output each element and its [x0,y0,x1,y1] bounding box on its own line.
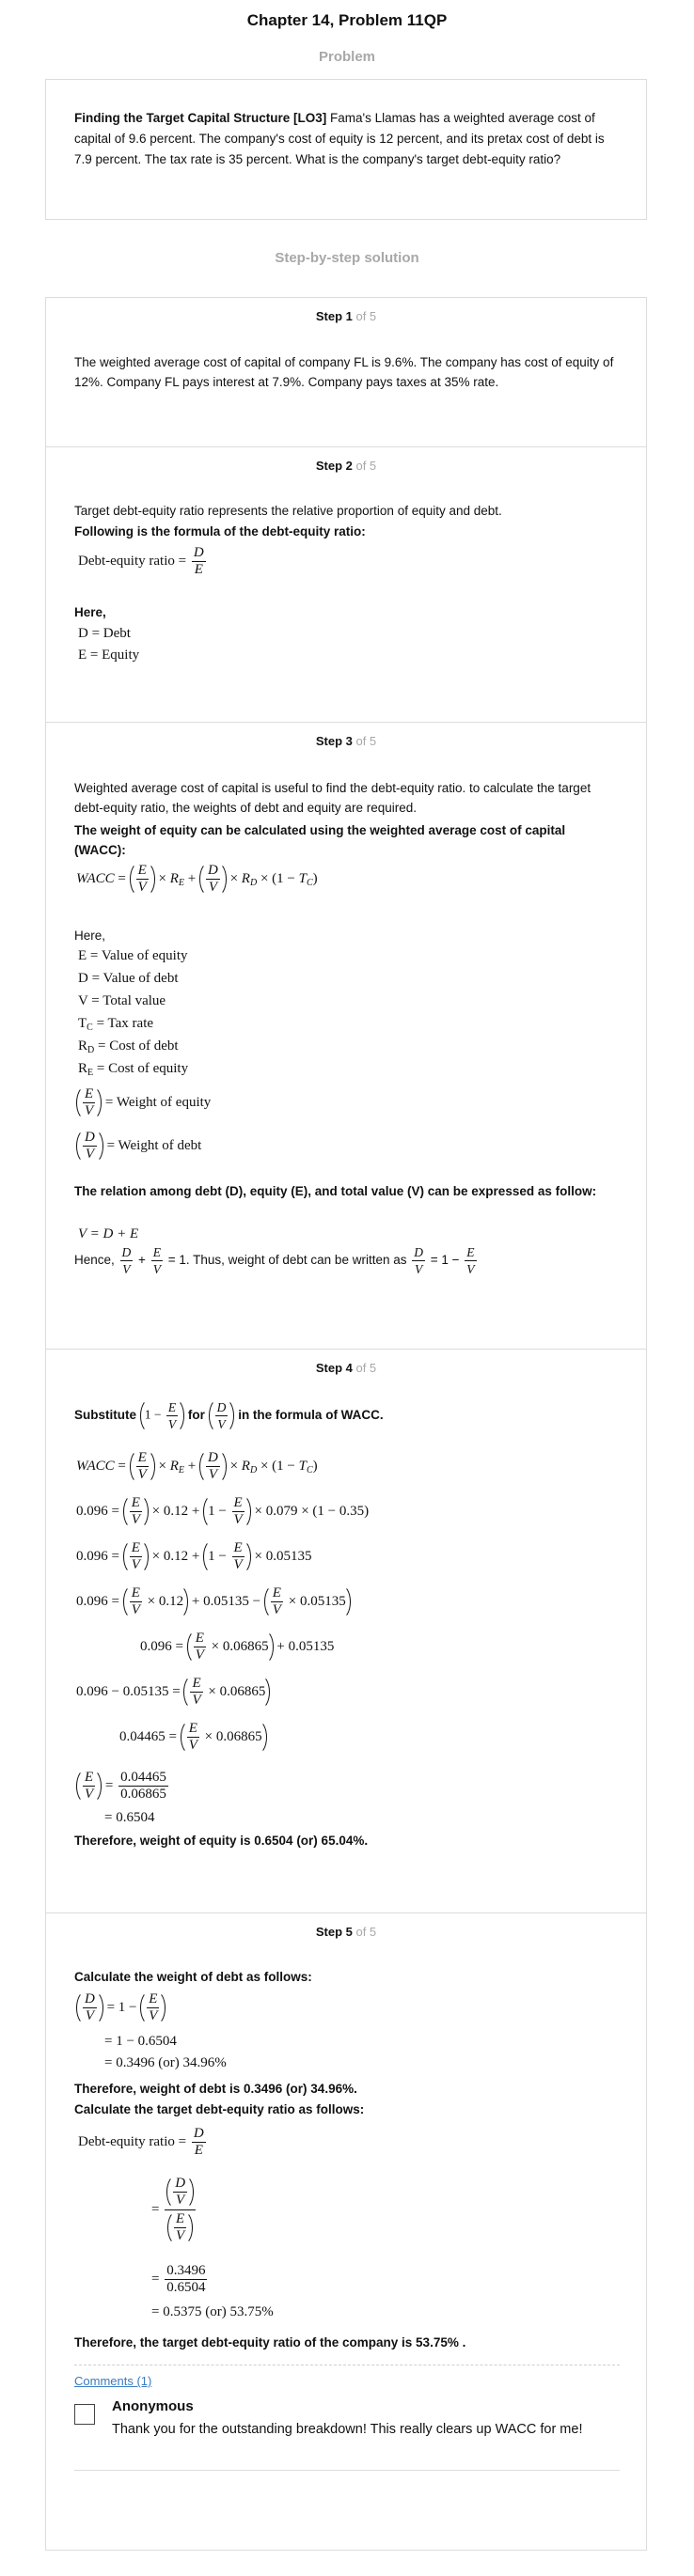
def-debt: D = Debt [78,626,131,641]
step-4-conclusion: Therefore, weight of equity is 0.6504 (or) 65.04%. [74,1834,369,1848]
step-3-relation-heading: The relation among debt (D), equity (E), and total value (V) can be expressed as follow: [74,1184,597,1198]
problem-body: Fama's Llamas has a weighted average cost of capital of 9.6 percent. The company's cost of equity is 12 percent, and its pretax cost of debt is 7.9 percent. The tax rate is 35 percent. What is the company's target debt-equity ratio? [74,111,605,166]
step-3-intro: Weighted average cost of capital is useful to find the debt-equity ratio. to calculate the target debt-equity ratio, the weights of debt and equity are required. [74,781,591,815]
step-1 [46,298,646,446]
debt-heading: Calculate the weight of debt as follows: [74,1970,312,1984]
step-2-header: Step 2 of 5 [315,459,377,473]
problem-text [46,80,646,170]
ratio-eq-1: Debt-equity ratio = $\frac{D}{E}$ [78,2126,204,2158]
step-3-weight-heading: The weight of equity can be calculated using the weighted average cost of capital (WACC): [74,823,566,857]
relation-equation: V = D + E [78,1226,139,1241]
step-4 [46,1349,646,1912]
ratio-eq-2: = $\frac{\frac{D}{V}}{\frac{E}{V}}$ [151,2175,197,2245]
def-weight-equity: $\frac{E}{V}$ = Weight of equity [76,1085,211,1120]
solution-box [45,297,647,2551]
def-total-value: V = Total value [78,993,166,1008]
wacc-eq-4: 0.096 = $\frac{E}{V}$ × 0.12 + 0.05135 − $\frac{E}{V}$ × 0.05135 [76,1585,351,1619]
step-2 [46,446,646,722]
step-5-conclusion: Therefore, the target debt-equity ratio of the company is 53.75% . [74,2335,466,2350]
step-5 [46,1912,646,2552]
wacc-eq-8: $\frac{E}{V}$ = $\frac{0.04465}{0.06865}$ [76,1769,170,1803]
step-2-here: Here, [74,605,106,619]
def-equity: E = Equity [78,648,140,663]
def-cost-equity: $R_E$ = Cost of equity [78,1061,189,1078]
step-2-formula-heading: Following is the formula of the debt-equity ratio: [74,524,366,539]
step-3-header: Step 3 of 5 [315,734,377,748]
hence-line: Hence, $\frac{D}{V}$ + $\frac{E}{V}$ = 1. Thus, weight of debt can be written as $\frac{D}{V}$ = 1 − $\frac{E}{V}$ [74,1245,475,1276]
problem-header: Problem [318,49,375,65]
ratio-final: = 0.5375 (or) 53.75% [151,2304,274,2319]
comment-author: Anonymous [112,2398,194,2414]
problem-title: Finding the Target Capital Structure [LO3] [74,111,327,125]
wacc-eq-1: WACC = $\frac{E}{V}$ × $R_E$ + $\frac{D}{V}$ × $R_D \times (1 - T_C)$ [76,1450,318,1482]
wacc-result: = 0.6504 [104,1810,155,1825]
comment-checkbox[interactable] [74,2404,95,2425]
wacc-eq-5: 0.096 = $\frac{E}{V}$ × 0.06865 + 0.05135 [140,1631,335,1663]
comment-text: Thank you for the outstanding breakdown! This really clears up WACC for me! [112,2422,583,2437]
comments-bottom-line [74,2470,620,2471]
solution-header: Step-by-step solution [275,250,419,266]
def-value-equity: E = Value of equity [78,948,188,963]
def-value-debt: D = Value of debt [78,971,179,986]
def-cost-debt: $R_D$ = Cost of debt [78,1038,179,1055]
step-5-header: Step 5 of 5 [315,1925,377,1939]
debt-eq-2: = 1 − 0.6504 [104,2034,177,2049]
debt-equity-formula: Debt-equity ratio = $\frac{D}{E}$ [78,545,204,577]
step-1-header: Step 1 of 5 [315,309,377,323]
def-tax-rate: $T_C$ = Tax rate [78,1016,154,1033]
debt-eq-3: = 0.3496 (or) 34.96% [104,2055,227,2070]
ratio-eq-3: = $\frac{0.3496}{0.6504}$ [151,2263,206,2295]
step-3-here: Here, [74,929,106,943]
substitute-line: Substitute 1 − $\frac{E}{V}$ for $\frac{D}{V}$ in the formula of WACC. [74,1400,384,1431]
step-3 [46,722,646,1349]
wacc-eq-6: 0.096 − 0.05135 = $\frac{E}{V}$ × 0.06865 [76,1675,270,1710]
wacc-eq-2: 0.096 = $\frac{E}{V}$ × 0.12 + 1 − $\frac{E}{V}$ × 0.079 × (1 − 0.35) [76,1495,370,1527]
problem-box [45,79,647,220]
step-4-header: Step 4 of 5 [315,1361,377,1375]
page-title: Chapter 14, Problem 11QP [246,11,448,29]
comments-link[interactable]: Comments (1) [74,2374,152,2388]
wacc-eq-3: 0.096 = $\frac{E}{V}$ × 0.12 + 1 − $\frac{E}{V}$ × 0.05135 [76,1540,312,1572]
debt-conclusion: Therefore, weight of debt is 0.3496 (or) 34.96%. [74,2082,357,2096]
def-weight-debt: $\frac{D}{V}$ = Weight of debt [76,1129,201,1163]
step-2-intro: Target debt-equity ratio represents the relative proportion of equity and debt. [74,504,502,518]
step-1-text: The weighted average cost of capital of company FL is 9.6%. The company has cost of equity of 12%. Company FL pays interest at 7.9%. Company pays taxes at 35% rate. [74,355,614,389]
debt-eq-1: $\frac{D}{V}$ = 1 − $\frac{E}{V}$ [76,1991,166,2025]
wacc-formula: WACC = $\frac{E}{V}$ × $R_E$ + $\frac{D}{V}$ × $R_D \times (1 - T_C)$ [76,863,318,895]
ratio-heading: Calculate the target debt-equity ratio as follows: [74,2102,365,2116]
wacc-eq-7: 0.04465 = $\frac{E}{V}$ × 0.06865 [119,1720,267,1755]
